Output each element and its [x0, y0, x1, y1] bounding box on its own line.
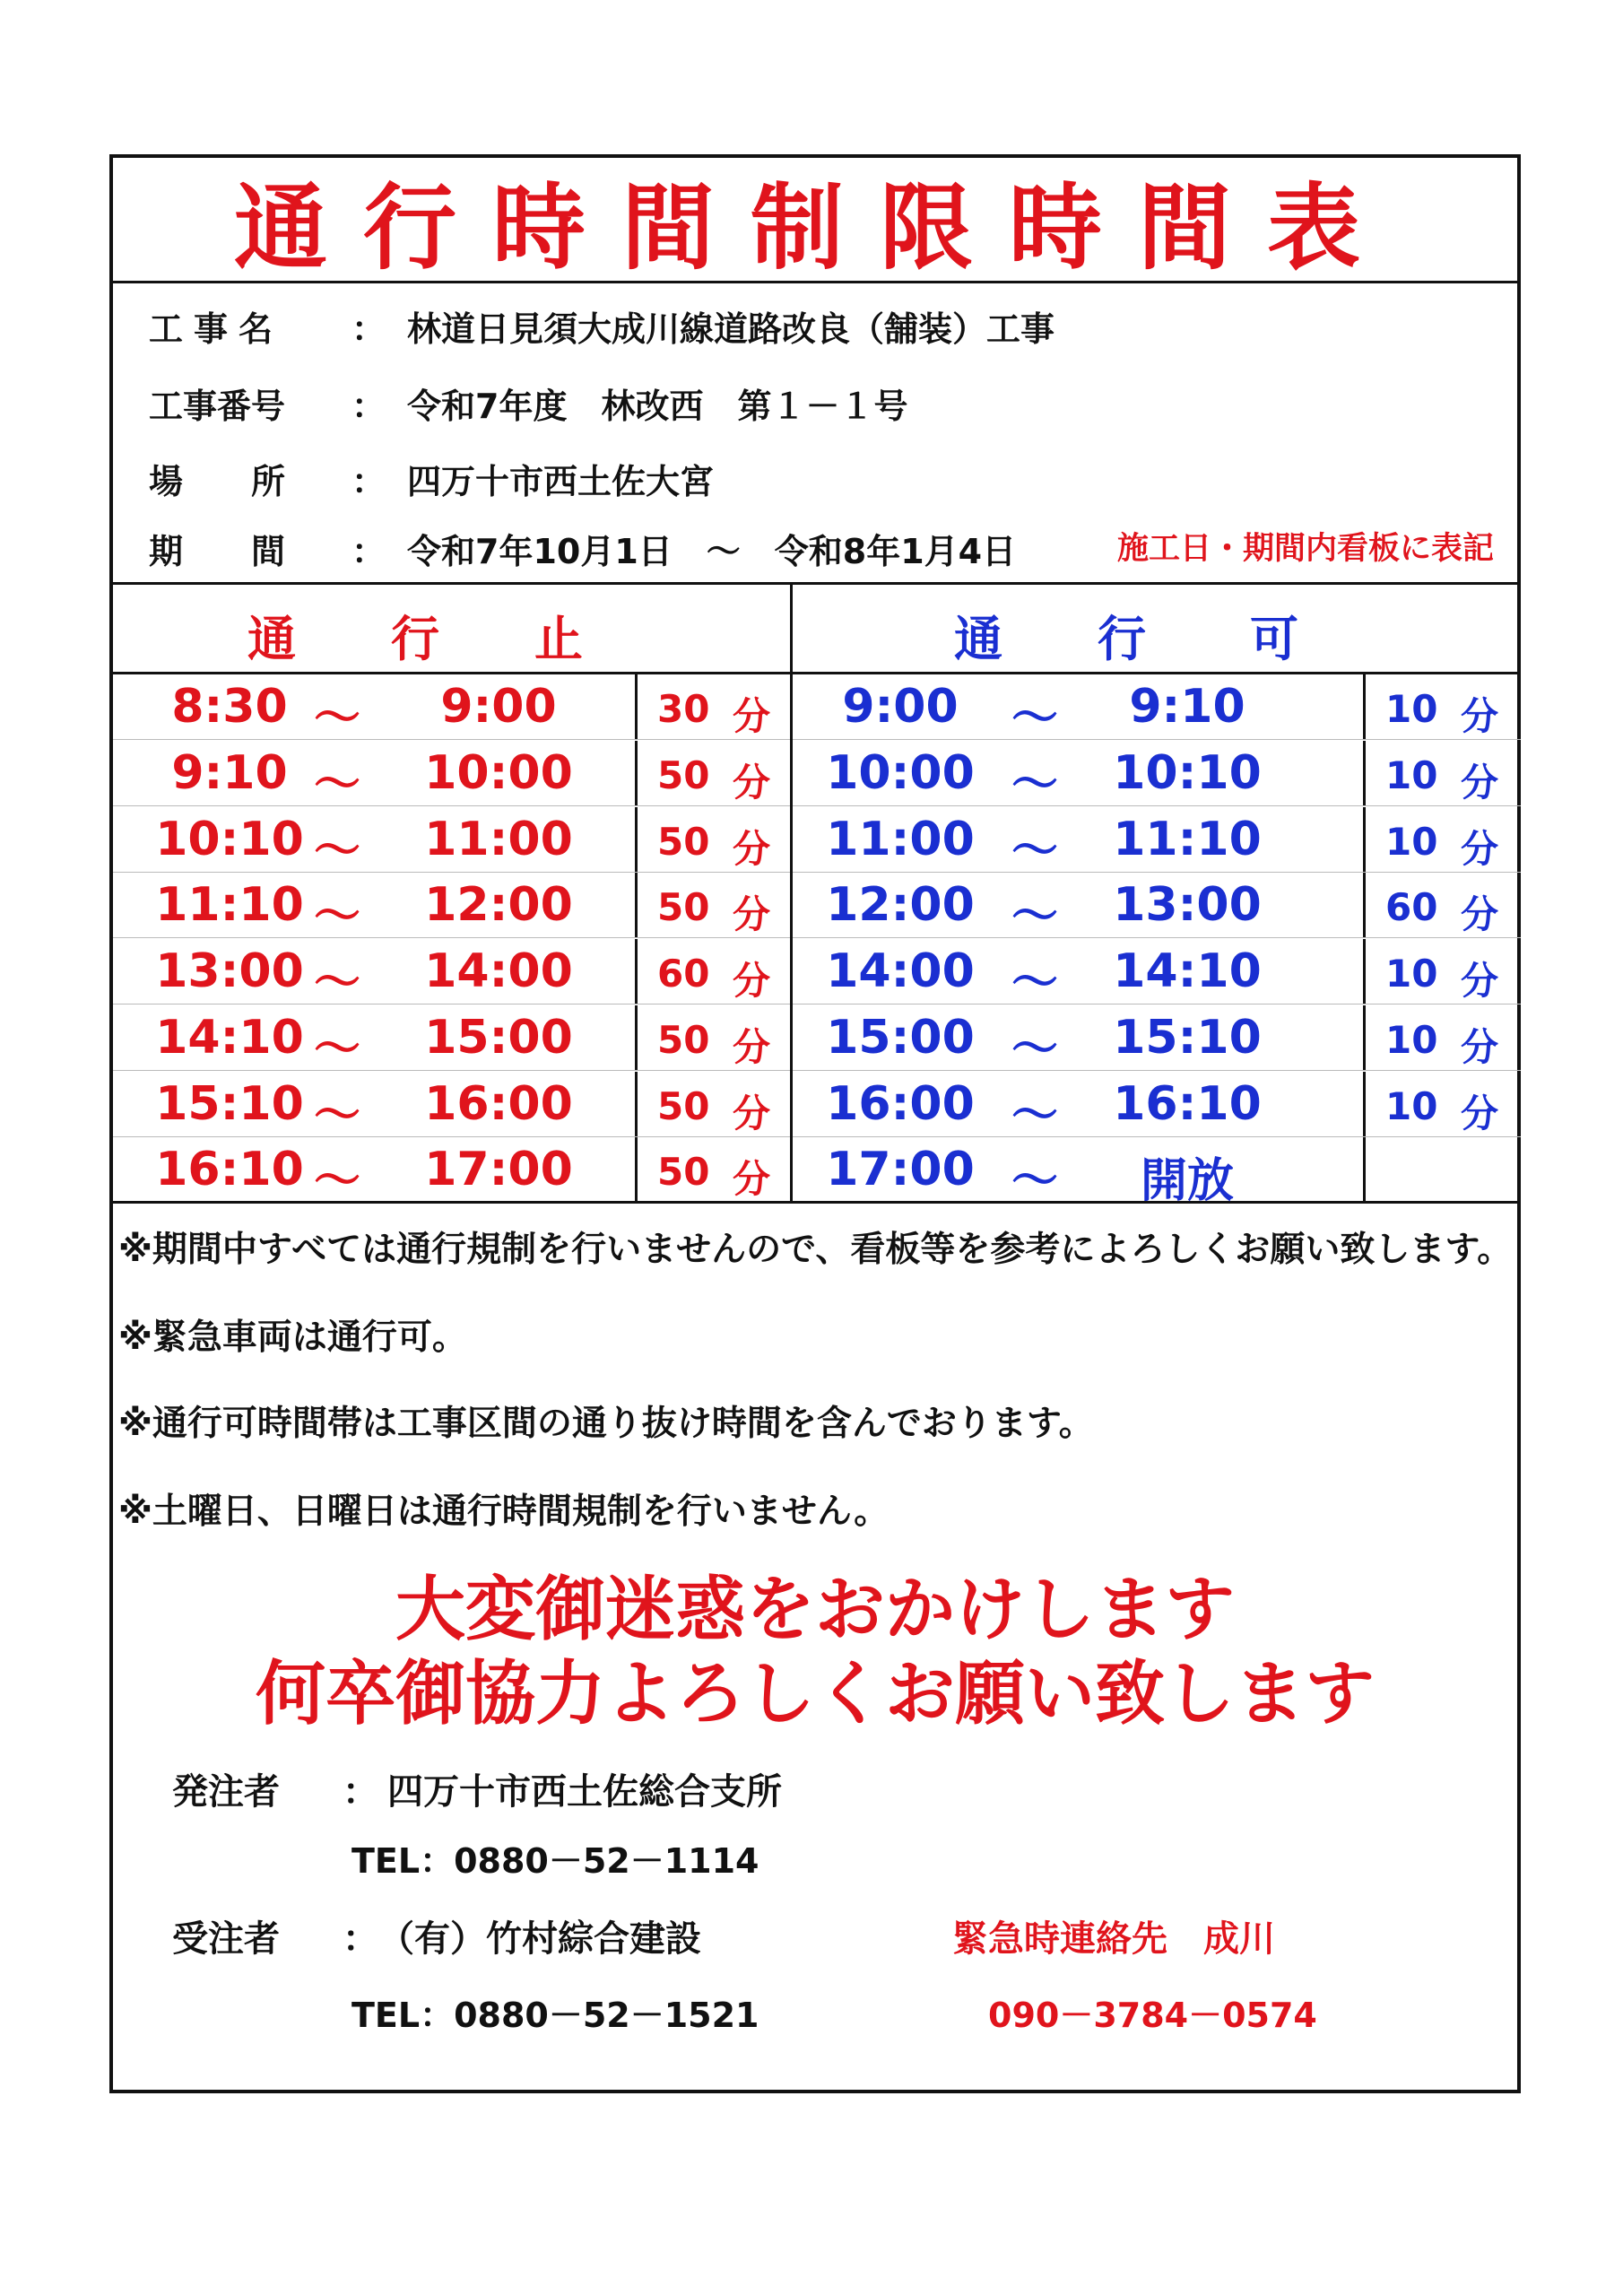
time-to: 9:00	[440, 680, 557, 734]
closed-row	[113, 939, 790, 1010]
time-to: 14:10	[1113, 944, 1262, 998]
info-row-location	[113, 454, 1517, 508]
minutes-cell	[1363, 1005, 1521, 1070]
minutes-value: 30	[657, 687, 710, 731]
time-from: 10:10	[155, 812, 304, 866]
minutes-unit: 分	[733, 892, 771, 937]
open-row	[793, 939, 1521, 1010]
closed-header	[113, 585, 790, 674]
minutes-unit: 分	[733, 760, 771, 804]
minutes-unit: 分	[733, 1024, 771, 1069]
minutes-unit: 分	[1461, 959, 1499, 1003]
time-tilde: ～	[1011, 1088, 1058, 1143]
minutes-cell	[1363, 741, 1521, 805]
open-header-char: 可	[1250, 611, 1298, 667]
time-from: 14:10	[155, 1010, 304, 1065]
minutes-cell	[635, 1137, 793, 1203]
contractor-label: 受注者	[172, 1918, 280, 1960]
time-tilde: ～	[1011, 757, 1058, 812]
emergency-phone: 090－3784－0574	[988, 1996, 1317, 2035]
time-tilde: ～	[313, 1154, 360, 1209]
minutes-unit: 分	[1461, 694, 1499, 738]
info-colon: ：	[352, 309, 386, 349]
time-to: 16:10	[1113, 1076, 1262, 1131]
minutes-value: 50	[657, 819, 710, 864]
time-to: 9:10	[1129, 680, 1245, 734]
time-from: 11:10	[155, 878, 304, 933]
schedule-tables	[113, 585, 1517, 1209]
time-from: 9:00	[842, 680, 959, 734]
open-header	[793, 585, 1521, 674]
open-table	[793, 585, 1521, 1209]
minutes-cell	[1363, 1137, 1521, 1203]
time-to: 10:00	[424, 745, 573, 800]
open-row	[793, 873, 1521, 944]
minutes-value: 60	[1385, 885, 1438, 930]
closed-row	[113, 807, 790, 878]
minutes-unit: 分	[1461, 826, 1499, 871]
time-tilde: ～	[1011, 691, 1058, 745]
closed-table	[113, 585, 793, 1209]
minutes-unit: 分	[733, 1157, 771, 1202]
minutes-unit: 分	[1461, 892, 1499, 937]
note-line: ※期間中すべては通行規制を行いませんので、看板等を参考によろしくお願い致します。	[118, 1230, 1513, 1270]
time-tilde: ～	[313, 1088, 360, 1143]
minutes-value: 50	[657, 1017, 710, 1062]
open-row	[793, 1005, 1521, 1076]
orderer-tel: TEL：0880－52－1114	[352, 1841, 759, 1881]
info-colon: ：	[352, 387, 386, 426]
note-line: ※土曜日、日曜日は通行時間規制を行いません。	[118, 1492, 890, 1532]
info-label: 期 間	[149, 532, 286, 571]
time-from: 16:10	[155, 1143, 304, 1197]
open-row	[793, 741, 1521, 812]
project-info	[113, 283, 1517, 585]
time-tilde: ～	[1011, 823, 1058, 878]
info-label: 工事番号	[149, 387, 286, 426]
minutes-value: 10	[1385, 687, 1438, 731]
open-row	[793, 1072, 1521, 1143]
contractor-tel: TEL：0880－52－1521	[352, 1996, 759, 2035]
emergency-label: 緊急時連絡先 成川	[952, 1918, 1275, 1960]
closed-row	[113, 674, 790, 745]
time-to: 16:00	[424, 1076, 573, 1131]
orderer-name: 四万十市西土佐総合支所	[387, 1771, 782, 1813]
info-label: 工事名	[149, 309, 284, 349]
time-tilde: ～	[313, 890, 360, 944]
time-from: 11:00	[826, 812, 975, 866]
minutes-unit: 分	[733, 959, 771, 1003]
time-to: 11:00	[424, 812, 573, 866]
info-value: 林道日見須大成川線道路改良（舗装）工事	[407, 309, 1055, 349]
minutes-cell	[635, 807, 793, 872]
info-row-project-number	[113, 378, 1517, 432]
open-row	[793, 1137, 1521, 1209]
minutes-unit: 分	[733, 694, 771, 738]
notice-frame	[109, 154, 1521, 2093]
open-row	[793, 674, 1521, 745]
time-from: 16:00	[826, 1076, 975, 1131]
time-from: 10:00	[826, 745, 975, 800]
info-row-period	[113, 524, 1517, 578]
orderer-label: 発注者	[172, 1771, 280, 1813]
minutes-cell	[635, 1005, 793, 1070]
closed-row	[113, 1005, 790, 1076]
time-tilde: ～	[313, 691, 360, 745]
time-tilde: ～	[1011, 1022, 1058, 1076]
time-tilde: ～	[313, 757, 360, 812]
minutes-cell	[635, 741, 793, 805]
info-value: 四万十市西土佐大宮	[407, 462, 715, 501]
time-tilde: ～	[1011, 1154, 1058, 1209]
time-from: 15:00	[826, 1010, 975, 1065]
closed-row	[113, 1137, 790, 1209]
minutes-unit: 分	[733, 1091, 771, 1135]
minutes-cell	[1363, 807, 1521, 872]
note-line: ※通行可時間帯は工事区間の通り抜け時間を含んでおります。	[118, 1404, 1094, 1444]
time-from: 8:30	[171, 680, 288, 734]
time-from: 17:00	[826, 1143, 975, 1197]
open-header-char: 行	[1098, 611, 1146, 667]
minutes-value: 10	[1385, 752, 1438, 797]
minutes-cell	[635, 939, 793, 1004]
time-from: 14:00	[826, 944, 975, 998]
minutes-value: 10	[1385, 952, 1438, 996]
contractor-name: （有）竹村綜合建設	[378, 1918, 701, 1960]
time-to: 15:00	[424, 1010, 573, 1065]
info-colon: ：	[352, 462, 386, 501]
closed-header-char: 通	[247, 611, 296, 667]
minutes-cell	[635, 674, 793, 739]
time-to: 開放	[1140, 1154, 1234, 1209]
minutes-cell	[1363, 1072, 1521, 1136]
closed-header-char: 行	[391, 611, 439, 667]
closed-header-char: 止	[534, 611, 583, 667]
minutes-value: 60	[657, 952, 710, 996]
note-line: ※緊急車両は通行可。	[118, 1318, 467, 1358]
minutes-cell	[635, 873, 793, 937]
orderer-colon: ：	[343, 1771, 378, 1813]
minutes-cell	[635, 1072, 793, 1136]
page-title: 通行時間制限時間表	[113, 158, 1517, 283]
time-to: 12:00	[424, 878, 573, 933]
closed-rows	[113, 674, 790, 1209]
info-row-project-name	[113, 301, 1517, 355]
time-from: 9:10	[171, 745, 288, 800]
time-to: 11:10	[1113, 812, 1262, 866]
time-tilde: ～	[1011, 890, 1058, 944]
open-header-char: 通	[954, 611, 1002, 667]
info-label: 場 所	[149, 462, 286, 501]
minutes-value: 50	[657, 1150, 710, 1195]
minutes-unit: 分	[1461, 760, 1499, 804]
contractor-colon: ：	[343, 1918, 378, 1960]
minutes-value: 10	[1385, 1017, 1438, 1062]
time-to: 10:10	[1113, 745, 1262, 800]
open-row	[793, 807, 1521, 878]
minutes-cell	[1363, 674, 1521, 739]
time-from: 15:10	[155, 1076, 304, 1131]
closed-row	[113, 1072, 790, 1143]
info-value: 令和7年度 林改西 第１－１号	[407, 387, 908, 426]
minutes-value: 10	[1385, 819, 1438, 864]
closed-row	[113, 873, 790, 944]
info-colon: ：	[352, 532, 386, 571]
minutes-value: 10	[1385, 1083, 1438, 1128]
time-from: 13:00	[155, 944, 304, 998]
info-value: 令和7年10月1日 ～ 令和8年1月4日	[407, 532, 1017, 571]
open-rows	[793, 674, 1521, 1209]
time-from: 12:00	[826, 878, 975, 933]
appeal-line: 大変御迷惑をおかけします	[395, 1570, 1235, 1650]
closed-row	[113, 741, 790, 812]
time-tilde: ～	[313, 956, 360, 1010]
minutes-unit: 分	[1461, 1091, 1499, 1135]
minutes-unit: 分	[733, 826, 771, 871]
period-note: 施工日・期間内看板に表記	[1116, 531, 1494, 567]
time-to: 14:00	[424, 944, 573, 998]
minutes-unit: 分	[1461, 1024, 1499, 1069]
minutes-cell	[1363, 939, 1521, 1004]
time-tilde: ～	[313, 1022, 360, 1076]
time-to: 15:10	[1113, 1010, 1262, 1065]
time-tilde: ～	[1011, 956, 1058, 1010]
minutes-value: 50	[657, 1083, 710, 1128]
minutes-value: 50	[657, 752, 710, 797]
minutes-cell	[1363, 873, 1521, 937]
time-to: 17:00	[424, 1143, 573, 1197]
minutes-value: 50	[657, 885, 710, 930]
time-to: 13:00	[1113, 878, 1262, 933]
time-tilde: ～	[313, 823, 360, 878]
appeal-line: 何卒御協力よろしくお願い致します	[255, 1654, 1375, 1735]
